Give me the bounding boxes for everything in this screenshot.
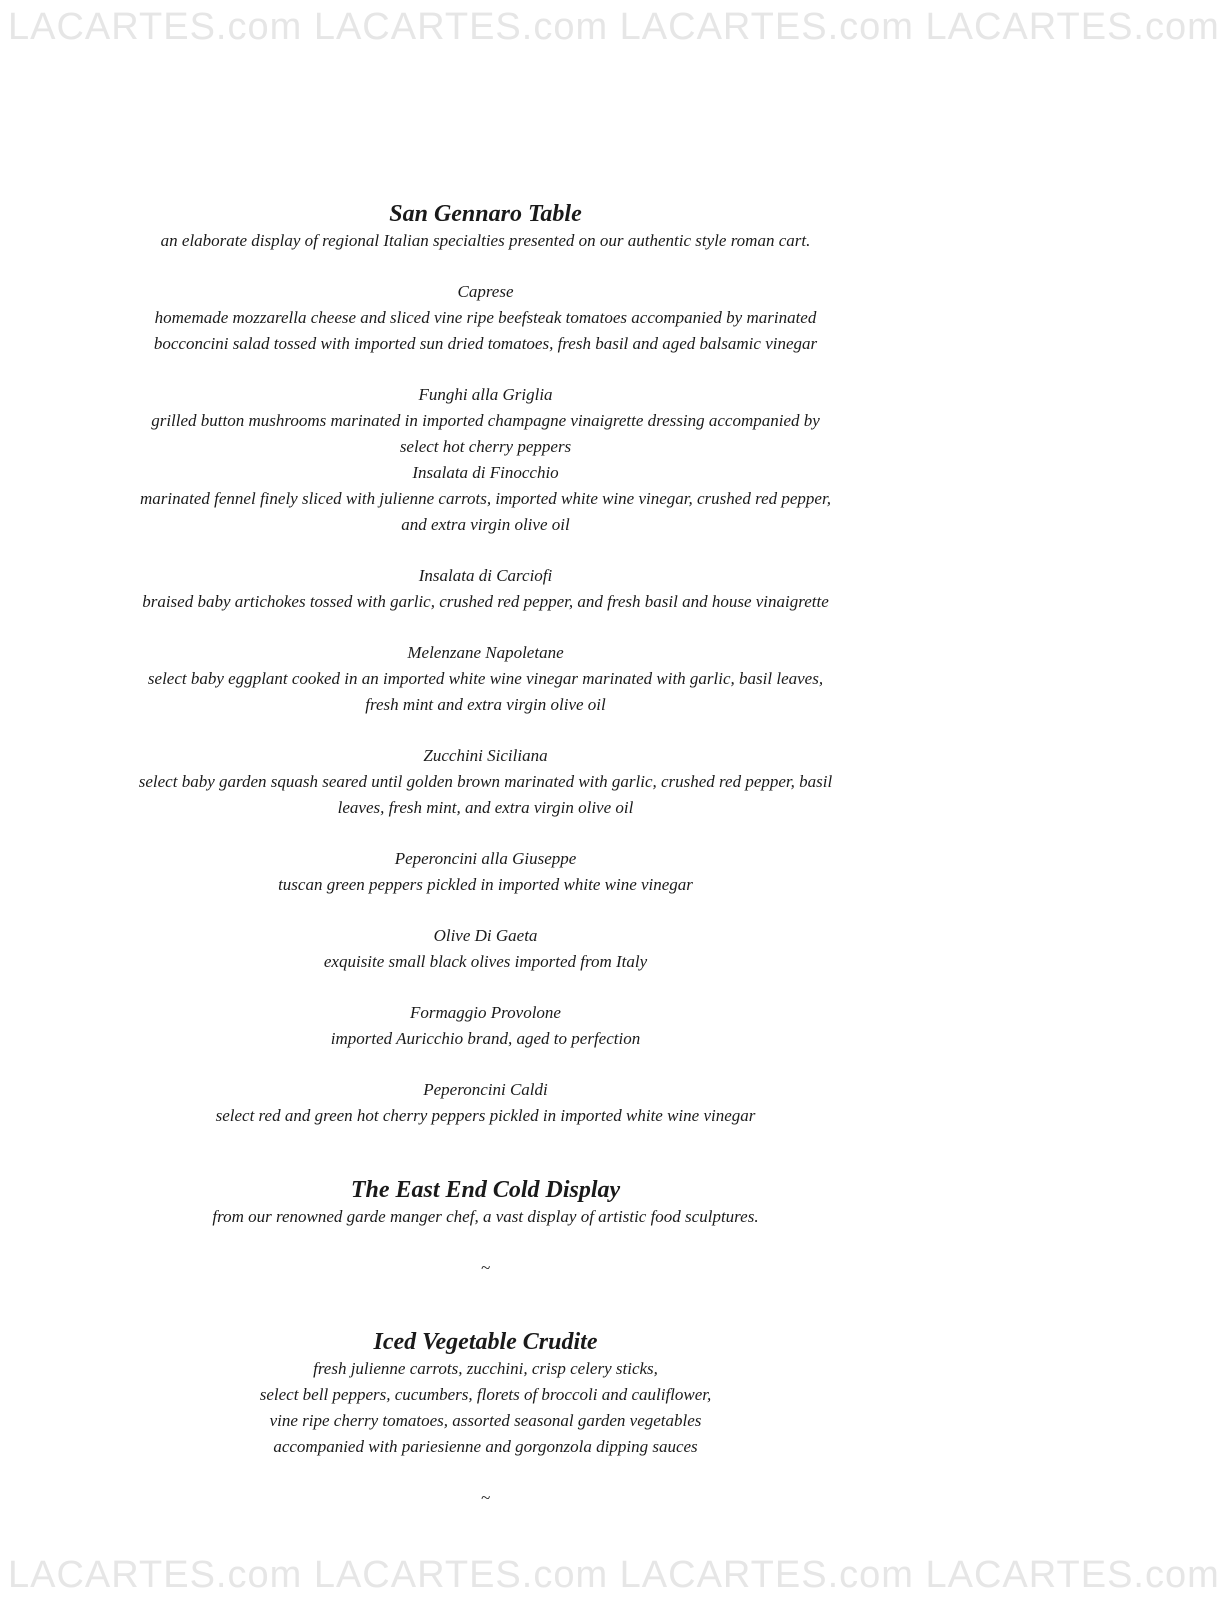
menu-item-name: Funghi alla Griglia <box>418 385 553 404</box>
menu-item-funghi <box>0 382 971 460</box>
menu-item-olive <box>0 923 971 975</box>
menu-item-name: Melenzane Napoletane <box>407 643 564 662</box>
menu-item-melenzane <box>0 640 971 718</box>
menu-item-carciofi <box>0 563 971 615</box>
menu-item-description: select red and green hot cherry peppers pickled in imported white wine vinegar <box>215 1106 756 1125</box>
section-description-east-end: from our renowned garde manger chef, a vast display of artistic food sculptures. <box>212 1207 759 1226</box>
menu-item-name: Olive Di Gaeta <box>433 926 538 945</box>
section-title-east-end: The East End Cold Display <box>350 1177 621 1203</box>
separator-tilde: ~ <box>480 1488 491 1507</box>
menu-item-finocchio <box>0 460 971 538</box>
menu-item-provolone <box>0 1000 971 1052</box>
menu-item-description: select baby garden squash seared until golden brown marinated with garlic, crushed red pepper, basil leaves, fresh mint, and extra virgin olive oil <box>138 772 833 817</box>
menu-item-description: marinated fennel finely sliced with julienne carrots, imported white wine vinegar, crushed red pepper, and extra virgin olive oil <box>140 489 831 534</box>
menu-item-caprese <box>0 279 971 357</box>
section-description-crudite: fresh julienne carrots, zucchini, crisp celery sticks, select bell peppers, cucumbers, florets of broccoli and cauliflower, vine ripe cherry tomatoes, assorted seasonal garden vegetables accompanied with pariesienne and gorgonzola dipping sauces <box>259 1359 712 1456</box>
menu-item-name: Insalata di Carciofi <box>418 566 553 585</box>
menu-item-description: tuscan green peppers pickled in imported white wine vinegar <box>278 875 693 894</box>
section-title-crudite: Iced Vegetable Crudite <box>373 1329 598 1355</box>
menu-item-description: grilled button mushrooms marinated in imported champagne vinaigrette dressing accompanied by select hot cherry peppers <box>151 411 820 456</box>
watermark-bottom: LACARTES.com LACARTES.com LACARTES.com LACARTES.com <box>8 1554 1220 1596</box>
menu-page <box>0 200 971 1511</box>
section-description-san-gennaro: an elaborate display of regional Italian specialties presented on our authentic style roman cart. <box>160 231 811 250</box>
menu-item-name: Caprese <box>457 282 514 301</box>
menu-item-name: Peperoncini alla Giuseppe <box>394 849 577 868</box>
menu-item-name: Zucchini Siciliana <box>423 746 548 765</box>
menu-item-description: imported Auricchio brand, aged to perfection <box>330 1029 641 1048</box>
menu-item-name: Peperoncini Caldi <box>423 1080 548 1099</box>
menu-item-peperoncini-giuseppe <box>0 846 971 898</box>
menu-item-description: homemade mozzarella cheese and sliced vine ripe beefsteak tomatoes accompanied by marinated bocconcini salad tossed with imported sun dried tomatoes, fresh basil and aged balsamic vinegar <box>153 308 818 353</box>
menu-item-description: exquisite small black olives imported from Italy <box>323 952 648 971</box>
menu-item-description: braised baby artichokes tossed with garlic, crushed red pepper, and fresh basil and house vinaigrette <box>142 592 829 611</box>
menu-item-peperoncini-caldi <box>0 1077 971 1129</box>
menu-item-name: Formaggio Provolone <box>410 1003 561 1022</box>
watermark-top: LACARTES.com LACARTES.com LACARTES.com LACARTES.com <box>8 6 1220 48</box>
section-title-san-gennaro: San Gennaro Table <box>389 201 582 227</box>
menu-item-description: select baby eggplant cooked in an imported white wine vinegar marinated with garlic, basil leaves, fresh mint and extra virgin olive oil <box>147 669 824 714</box>
menu-item-zucchini <box>0 743 971 821</box>
menu-item-name: Insalata di Finocchio <box>412 463 559 482</box>
separator-tilde: ~ <box>480 1258 491 1277</box>
